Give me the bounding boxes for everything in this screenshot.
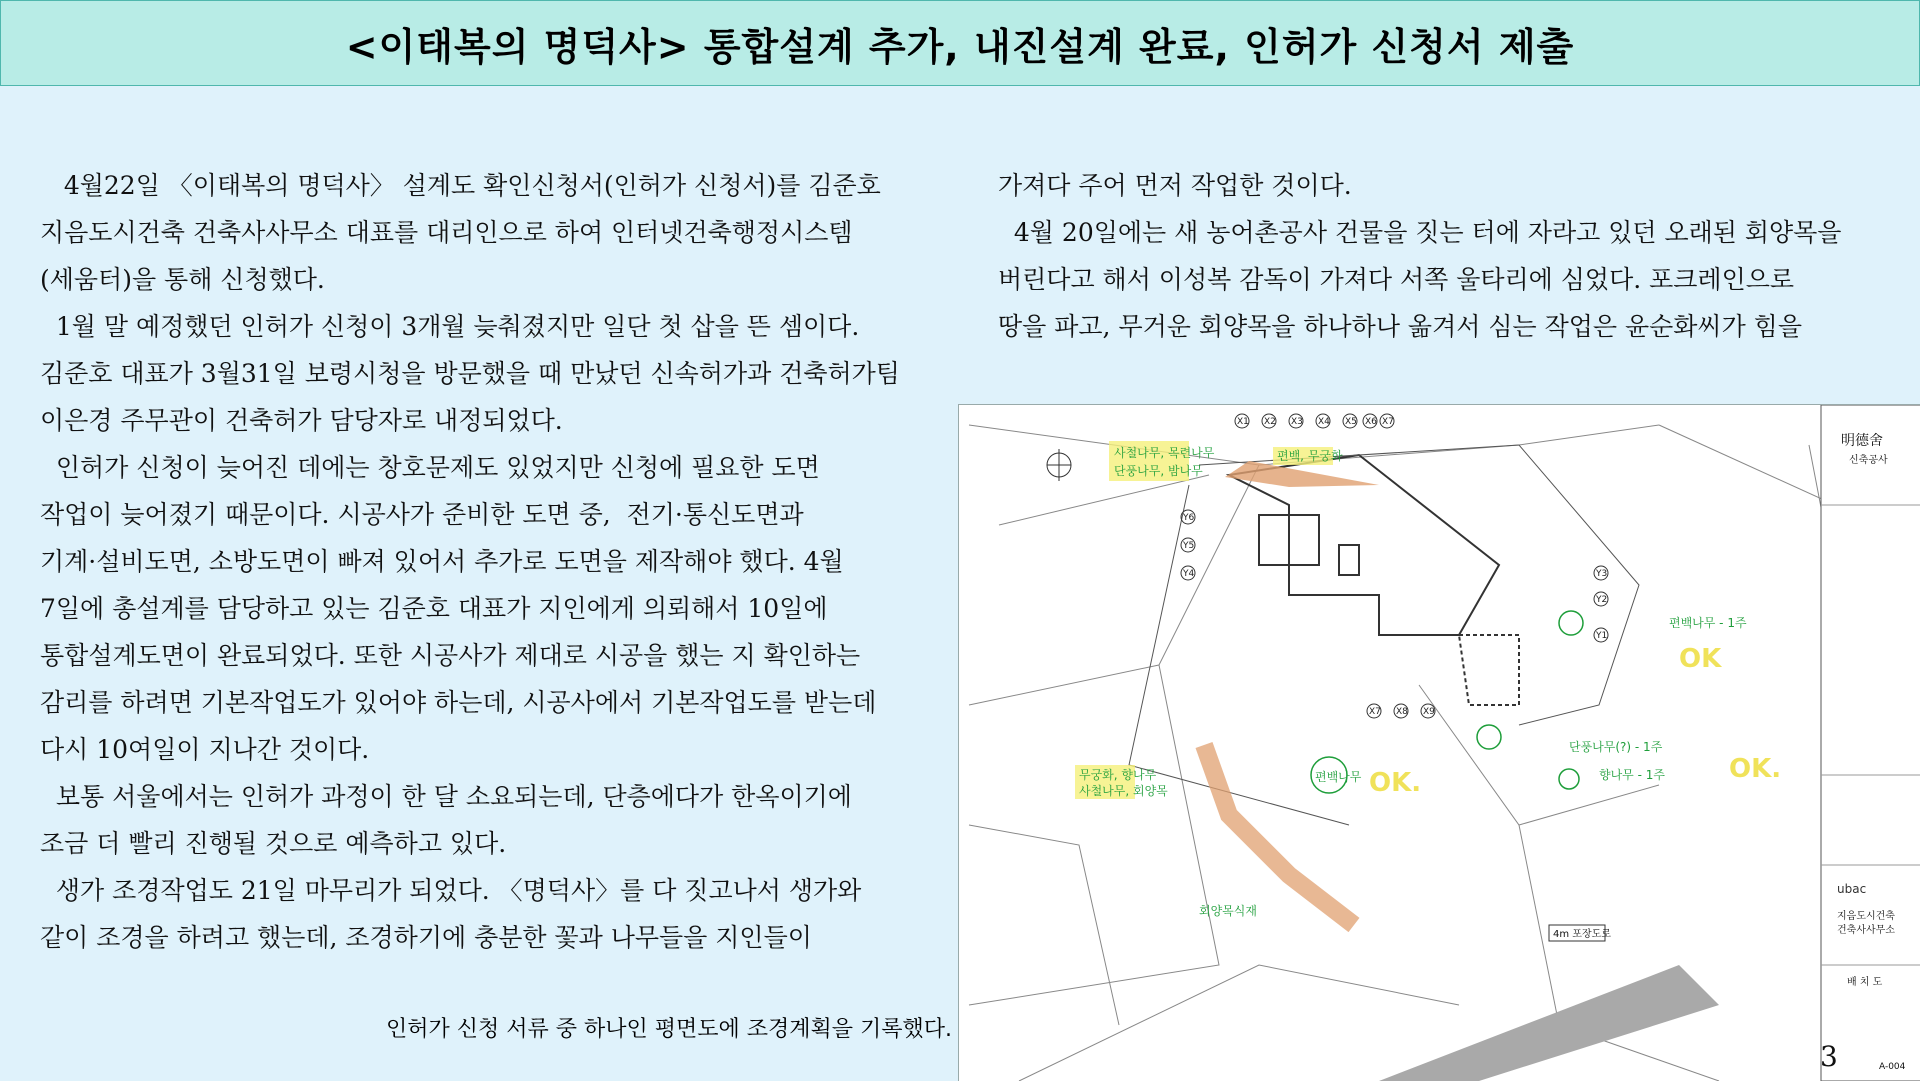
article-right-column — [998, 162, 1898, 350]
axis-label: X5 — [1345, 417, 1357, 427]
axis-label: Y2 — [1596, 595, 1608, 605]
building-outline — [1229, 455, 1519, 705]
note-text: 편백나무 - 1주 — [1669, 616, 1747, 630]
parcel-lines — [969, 425, 1879, 1081]
road-label: 4m 포장도로 — [1553, 929, 1611, 940]
page-number: 3 — [1820, 1040, 1838, 1073]
handwritten-notes — [1079, 445, 1747, 918]
title-block-sub: 신축공사 — [1849, 455, 1888, 466]
title-block-project: 明德舍 — [1841, 433, 1883, 449]
office-name: 건축사사무소 — [1837, 925, 1895, 936]
axis-label: Y6 — [1183, 513, 1195, 523]
site-plan-svg — [959, 405, 1920, 1081]
axis-label: X4 — [1318, 417, 1330, 427]
text-line: 7일에 총설계를 담당하고 있는 김준호 대표가 지인에게 의뢰해서 10일에 — [40, 594, 828, 623]
note-text: 회양목식재 — [1199, 904, 1257, 918]
figure-caption: 인허가 신청 서류 중 하나인 평면도에 조경계획을 기록했다. — [386, 1017, 952, 1042]
text-line: 4월22일 〈이태복의 명덕사〉 설계도 확인신청서(인허가 신청서)를 김준호 — [40, 171, 881, 200]
note-text: 무궁화, 향나무 — [1079, 768, 1157, 782]
note-text: 단풍나무(?) - 1주 — [1569, 740, 1663, 754]
text-line: 지음도시건축 건축사사무소 대표를 대리인으로 하여 인터넷건축행정시스템 — [40, 218, 853, 247]
ok-mark: OK. — [1729, 754, 1782, 784]
note-text: 사철나무, 회양목 — [1079, 784, 1168, 798]
text-line: 같이 조경을 하려고 했는데, 조경하기에 충분한 꽃과 나무들을 지인들이 — [40, 923, 812, 952]
office-name: 지음도시건축 — [1837, 911, 1895, 922]
axis-label: X3 — [1291, 417, 1303, 427]
axis-label: X7 — [1369, 707, 1381, 717]
text-line: 가져다 주어 먼저 작업한 것이다. — [998, 171, 1352, 200]
axis-label: X8 — [1396, 707, 1408, 717]
text-line: 조금 더 빨리 진행될 것으로 예측하고 있다. — [40, 829, 507, 858]
axis-label: X9 — [1423, 707, 1435, 717]
site-plan-drawing — [958, 404, 1920, 1081]
text-line: 통합설계도면이 완료되었다. 또한 시공사가 제대로 시공을 했는 지 확인하는 — [40, 641, 861, 670]
text-line: 기계·설비도면, 소방도면이 빠져 있어서 추가로 도면을 제작해야 했다. 4월 — [40, 547, 844, 576]
text-line: 4월 20일에는 새 농어촌공사 건물을 짓는 터에 자라고 있던 오래된 회양목을 — [998, 218, 1842, 247]
tree-symbol — [1559, 611, 1583, 635]
article-left-column — [40, 162, 940, 961]
note-text: 사철나무, 목련나무 — [1114, 446, 1215, 460]
north-arrow-cross — [1047, 449, 1071, 481]
tree-symbol — [1559, 769, 1579, 789]
text-line: 감리를 하려면 기본작업도가 있어야 하는데, 시공사에서 기본작업도를 받는데 — [40, 688, 877, 717]
text-line: 이은경 주무관이 건축허가 담당자로 내정되었다. — [40, 406, 563, 435]
grid-axis-labels — [1181, 414, 1608, 718]
axis-label: Y1 — [1596, 631, 1608, 641]
text-line: (세움터)을 통해 신청했다. — [40, 265, 325, 294]
axis-label: X2 — [1264, 417, 1276, 427]
text-line: 작업이 늦어졌기 때문이다. 시공사가 준비한 도면 중, 전기·통신도면과 — [40, 500, 804, 529]
drawing-title-block — [1821, 405, 1920, 1081]
axis-label: X1 — [1237, 417, 1249, 427]
text-line: 땅을 파고, 무거운 회양목을 하나하나 옮겨서 심는 작업은 윤순화씨가 힘을 — [998, 312, 1802, 341]
text-line: 김준호 대표가 3월31일 보령시청을 방문했을 때 만났던 신속허가과 건축허가팀 — [40, 359, 900, 388]
note-text: 편백, 무궁화 — [1277, 449, 1343, 463]
text-line: 다시 10여일이 지나간 것이다. — [40, 735, 370, 764]
axis-label: Y3 — [1596, 569, 1608, 579]
text-line: 1월 말 예정했던 인허가 신청이 3개월 늦춰졌지만 일단 첫 삽을 뜬 셈이다. — [40, 312, 860, 341]
sheet-number: A-004 — [1879, 1062, 1906, 1072]
note-text: 향나무 - 1주 — [1599, 768, 1665, 782]
title-bar — [0, 0, 1920, 86]
ok-mark: OK — [1679, 644, 1722, 674]
office-logo: ubac — [1837, 882, 1867, 896]
axis-label: Y4 — [1183, 569, 1195, 579]
text-line: 버린다고 해서 이성복 감독이 가져다 서쪽 울타리에 심었다. 포크레인으로 — [998, 265, 1795, 294]
text-line: 인허가 신청이 늦어진 데에는 창호문제도 있었지만 신청에 필요한 도면 — [40, 453, 820, 482]
ok-mark: OK. — [1369, 768, 1422, 798]
note-text: 편백나무 — [1315, 770, 1362, 784]
axis-label: X6 — [1365, 417, 1377, 427]
sheet-name: 배 치 도 — [1847, 977, 1883, 988]
tree-symbols — [1311, 611, 1583, 793]
page-title: <이태복의 명덕사> 통합설계 추가, 내진설계 완료, 인허가 신청서 제출 — [345, 24, 1575, 69]
text-line: 생가 조경작업도 21일 마무리가 되었다. 〈명덕사〉를 다 짓고나서 생가와 — [40, 876, 862, 905]
axis-label: Y5 — [1183, 541, 1195, 551]
note-text: 단풍나무, 밤나무 — [1114, 464, 1203, 478]
text-line: 보통 서울에서는 인허가 과정이 한 달 소요되는데, 단층에다가 한옥이기에 — [40, 782, 852, 811]
tree-symbol — [1477, 725, 1501, 749]
ok-marks — [1369, 644, 1781, 798]
axis-label: X7 — [1382, 417, 1394, 427]
